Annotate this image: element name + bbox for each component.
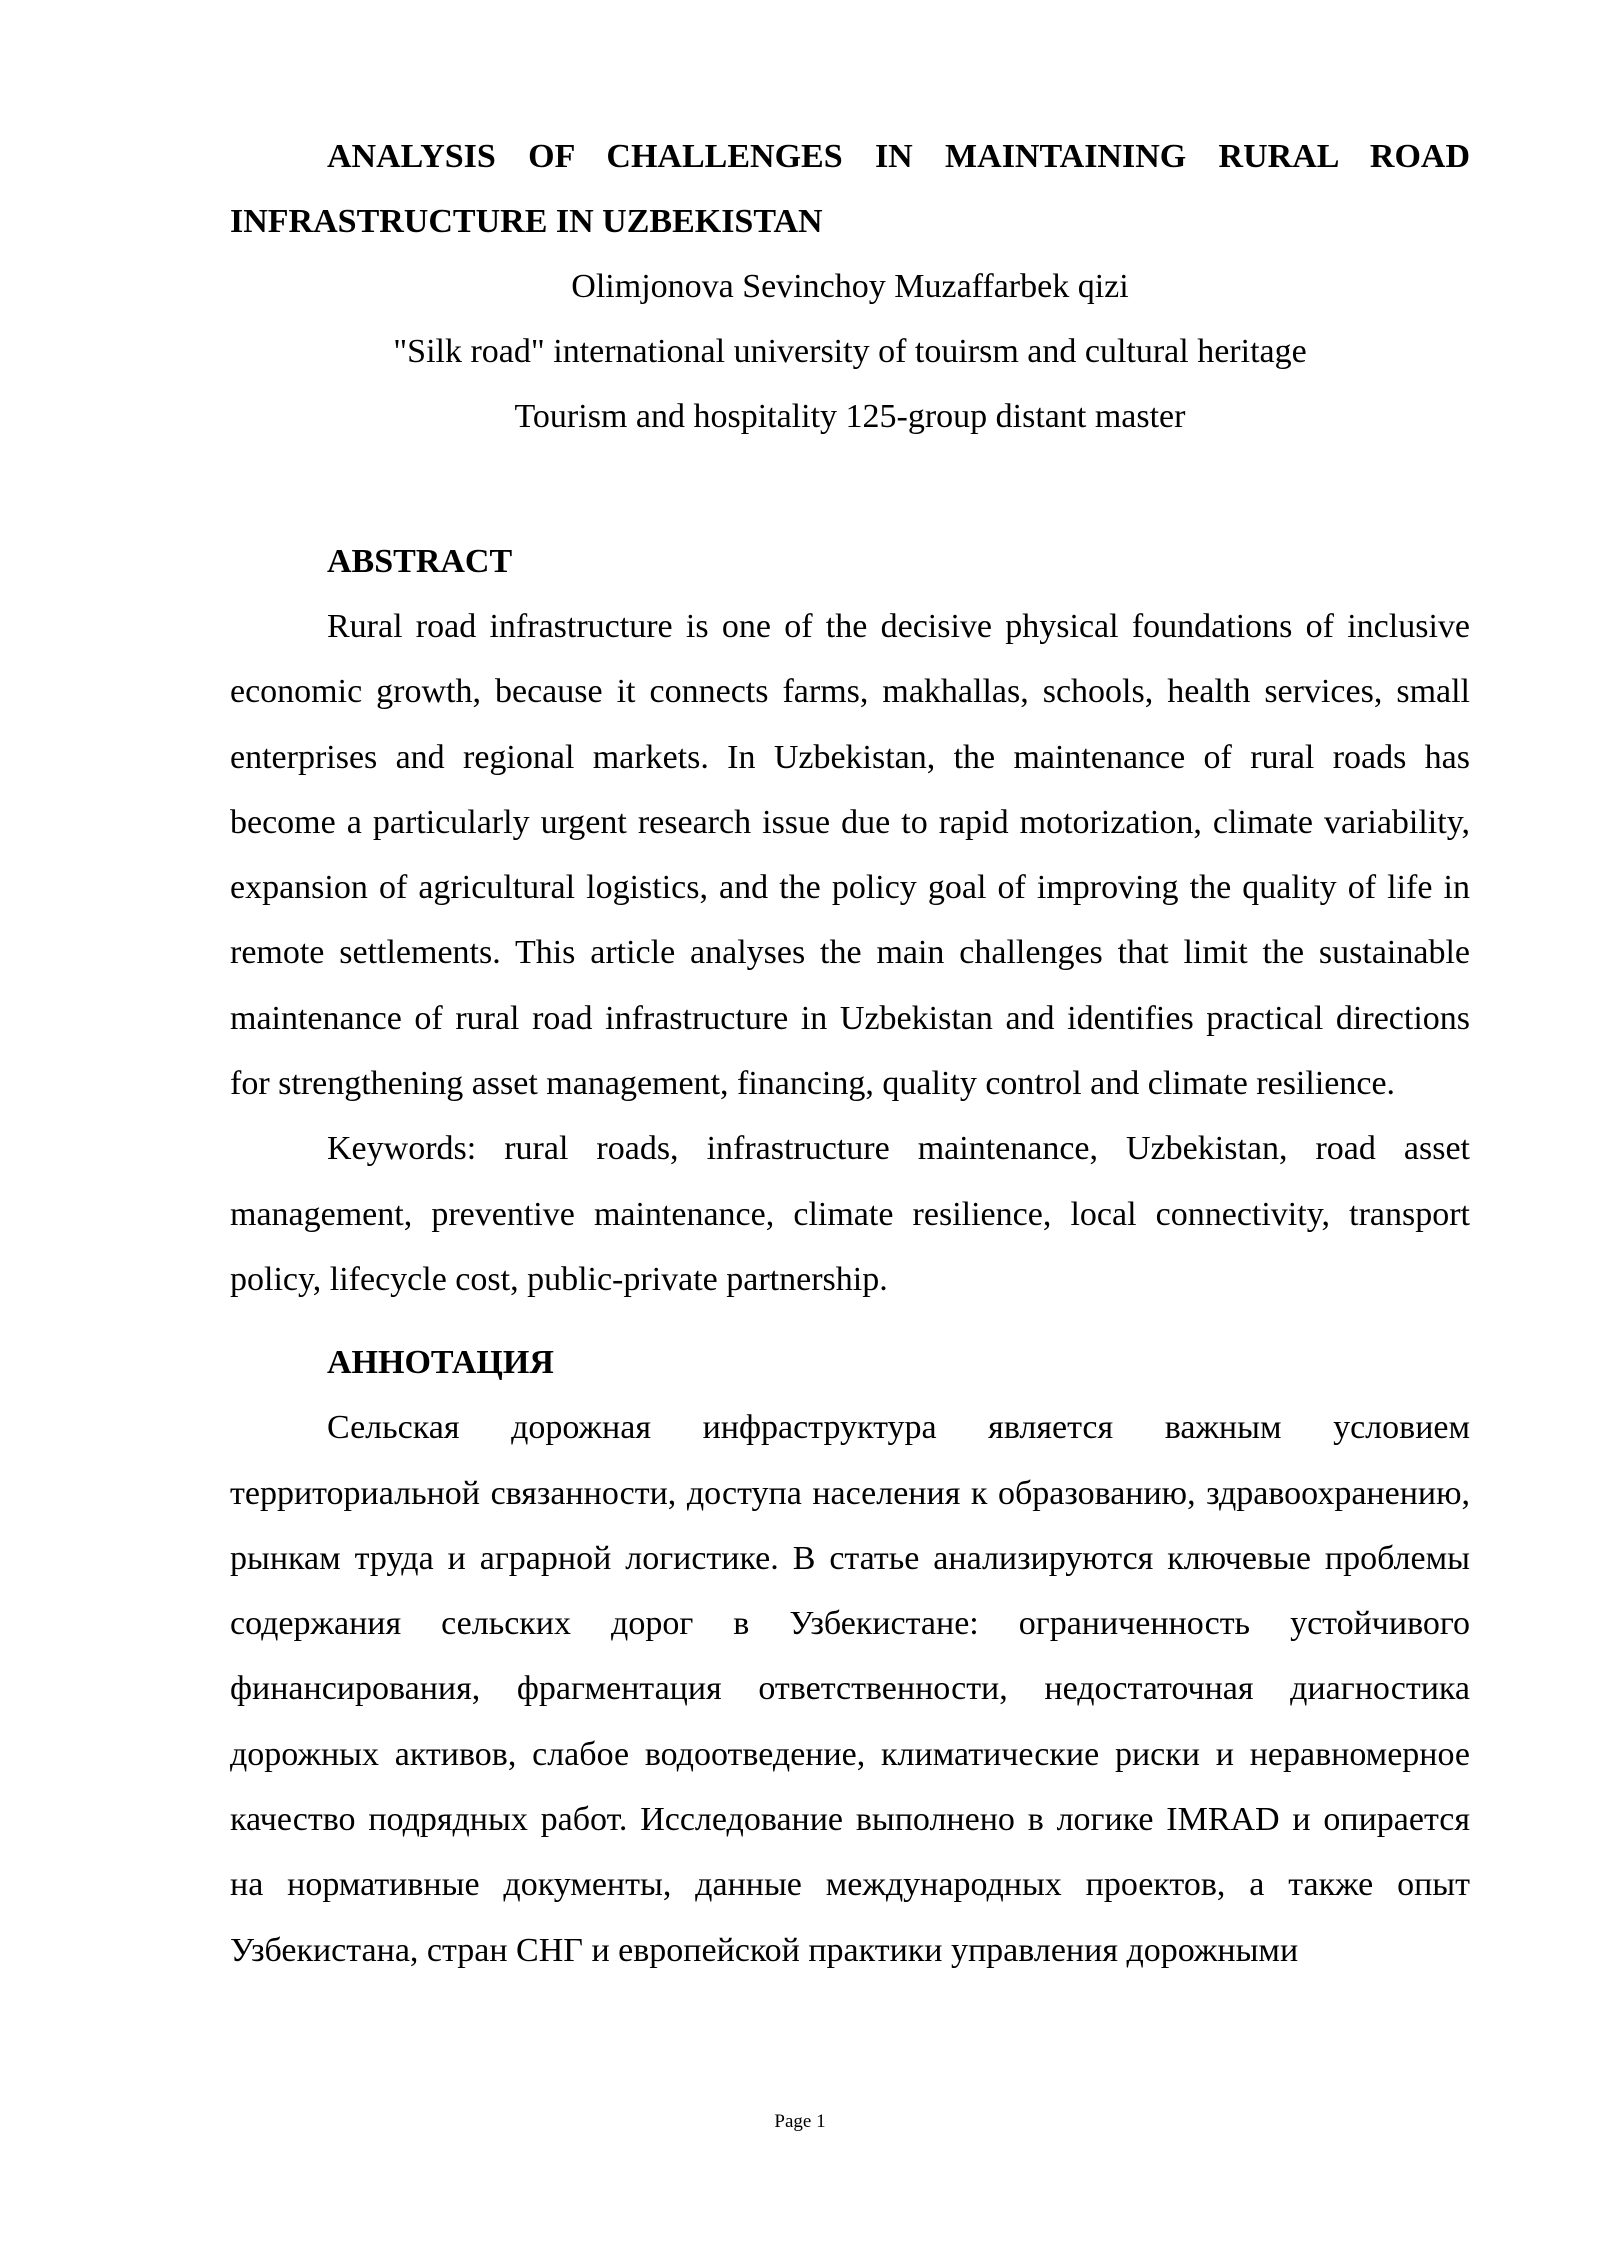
author-position: Tourism and hospitality 125-group distant master [514,398,1186,435]
paper-title: ANALYSIS OF CHALLENGES IN MAINTAINING RURAL ROAD INFRASTRUCTURE IN UZBEKISTAN [230,138,1470,240]
keywords-text: Keywords: rural roads, infrastructure maintenance, Uzbekistan, road asset management, preventive maintenance, climate resilience, local connectivity, transport policy, lifecycle cost, public-private partnership. [230,1130,1470,1298]
page-content [230,124,1470,1983]
abstract-heading: ABSTRACT [327,543,513,580]
annotation-heading: АННОТАЦИЯ [327,1344,554,1382]
spacer [230,1312,1470,1330]
author-name: Olimjonova Sevinchoy Muzaffarbek qizi [571,268,1129,305]
annotation-text: Сельская дорожная инфраструктура является важным условием территориальной связанности, доступа населения к образованию, здравоохранению, рынкам труда и аграрной логистике. В статье анализируются ключевые проблемы содержания сельских дорог в Узбекистане: ограниченность устойчивого финансирования, фрагментация ответственности, недостаточная диагностика дорожных активов, слабое водоотведение, климатические риски и неравномерное качество подрядных работ. Исследование выполнено в логике IMRAD и опирается на нормативные документы, данные международных проектов, а также опыт Узбекистана, стран СНГ и европейской практики управления дорожными [230,1409,1470,1969]
spacer [230,449,1470,529]
abstract-text: Rural road infrastructure is one of the decisive physical foundations of inclusive economic growth, because it connects farms, makhallas, schools, health services, small enterprises and regional markets. In Uzbekistan, the maintenance of rural roads has become a particularly urgent research issue due to rapid motorization, climate variability, expansion of agricultural logistics, and the policy goal of improving the quality of life in remote settlements. This article analyses the main challenges that limit the sustainable maintenance of rural road infrastructure in Uzbekistan and identifies practical directions for strengthening asset management, financing, quality control and climate resilience. [230,608,1470,1103]
author-affiliation: "Silk road" international university of touirsm and cultural heritage [393,333,1307,370]
page-number: Page 1 [774,2111,826,2132]
